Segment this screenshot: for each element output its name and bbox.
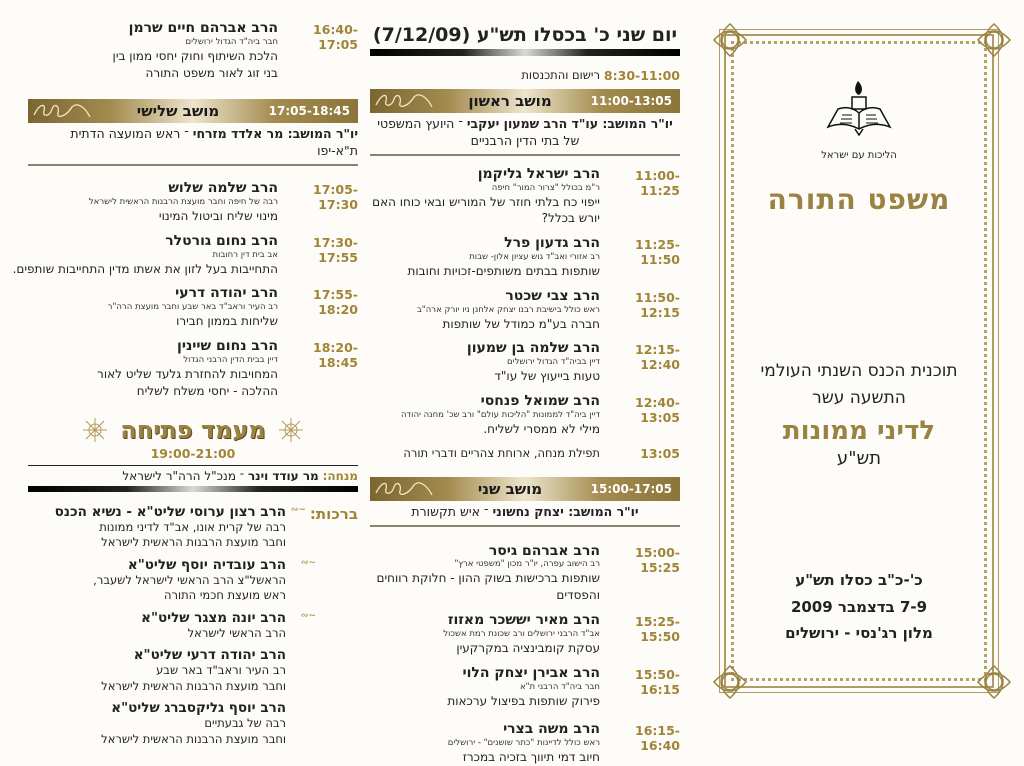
lecturer-name: הרב שלמה שלוש bbox=[168, 180, 278, 197]
blessing-name: הרב יהודה דרעי שליט"א bbox=[133, 647, 286, 664]
session-chair: יו"ר המושב: מר אלדד מזרחי ־ ראש המועצה הדתית ת"א-יפו bbox=[28, 123, 358, 166]
flourish-icon: ∽∾ bbox=[300, 610, 316, 621]
lecture-topic: מינוי שליח וביטול המינוי bbox=[158, 209, 278, 224]
lecture-topic: שותפות בבתים משותפים-זכויות וחובות bbox=[407, 264, 600, 279]
blessing-desc: רבה של קרית אונו, אב"ד לדיני ממונות bbox=[99, 519, 286, 534]
blessings-list bbox=[28, 504, 358, 748]
lecturer-name: הרב נחום שיינין bbox=[177, 338, 278, 355]
session-chair: יו"ר המושב: עו"ד הרב שמעון יעקבי ־ היועץ המשפטי של בתי הדין הרבניים bbox=[370, 113, 680, 156]
session-time: 15:00-17:05 bbox=[590, 481, 672, 496]
cover-title: משפט התורה bbox=[767, 183, 951, 216]
subtitle-line: תוכנית הכנס השנתי העולמי bbox=[760, 361, 958, 381]
session-second bbox=[370, 477, 680, 766]
session-header bbox=[28, 99, 358, 123]
lecture-item bbox=[370, 612, 680, 657]
lecturer-name: הרב ישראל גליקמן bbox=[477, 165, 600, 182]
lecture-item bbox=[370, 340, 680, 385]
gradient-divider bbox=[370, 49, 680, 56]
lecturer-name: הרב גדעון פרל bbox=[504, 235, 600, 252]
lecturer-role: אב בית דין רחובות bbox=[212, 249, 278, 260]
lecturer-name: הרב מאיר יששכר מאזוז bbox=[447, 612, 600, 629]
lecturer-name: הרב נחום גורטלר bbox=[165, 232, 278, 249]
subtitle-line: התשעה עשר bbox=[812, 388, 906, 409]
logo-text: הליכות עם ישראל bbox=[821, 150, 897, 161]
lecture-time: 12:15-12:40 bbox=[635, 342, 680, 373]
blessing-desc: הראשל"צ הרב הראשי לישראל לשעבר, bbox=[93, 572, 286, 587]
blessing-item bbox=[28, 647, 358, 694]
lecture-item bbox=[370, 288, 680, 333]
blessing-desc: וחבר מועצת הרבנות הראשית לישראל bbox=[101, 731, 286, 746]
lecture-item bbox=[370, 543, 680, 604]
flourish-icon bbox=[374, 91, 434, 111]
blessing-desc: רבה של גבעתיים bbox=[204, 716, 286, 731]
lecturer-name: הרב אברהם גיסר bbox=[488, 542, 600, 559]
blessing-desc: הרב הראשי לישראל bbox=[187, 625, 286, 640]
lecturer-role: ר"מ בכולל "צרור המור" חיפה bbox=[491, 182, 600, 193]
lecture-time: 15:50-16:15 bbox=[635, 666, 680, 697]
break-row bbox=[370, 446, 680, 461]
lecturer-role: רב הישוב עפרה, יו"ר מכון "משפטי ארץ" bbox=[454, 559, 600, 570]
registration-time: 8:30-11:00 bbox=[603, 68, 680, 83]
blessing-desc: רב העיר וראב"ד באר שבע bbox=[156, 663, 286, 678]
session-header bbox=[370, 89, 680, 113]
lecture-topic: ייפוי כח בלתי חוזר של המוריש ובאי כוחו האם יורש בכלל? bbox=[372, 194, 600, 226]
session-title: מושב שלישי bbox=[136, 102, 220, 121]
opening-time: 19:00-21:00 bbox=[150, 445, 236, 461]
lecturer-name: הרב צבי שכטר bbox=[505, 287, 600, 304]
lecture-item bbox=[28, 20, 358, 81]
lecturer-role: דיין בביה"ד הגדול ירושלים bbox=[507, 357, 600, 368]
lecturer-name: הרב שמואל פנחסי bbox=[480, 393, 600, 410]
lecture-item bbox=[370, 393, 680, 438]
lecturer-role: ראש כולל לדיינות "כתר שושנים" - ירושלים bbox=[447, 738, 600, 749]
venue: מלון רג'נסי - ירושלים bbox=[785, 623, 933, 642]
lecturer-role: רב העיר וראב"ד באר שבע וחבר מועצת הרה"ר bbox=[107, 302, 278, 313]
lecture-topic: מילי לא ממסרי לשליח. bbox=[483, 421, 600, 436]
blessing-item bbox=[28, 557, 358, 604]
lecture-time: 11:00-11:25 bbox=[635, 167, 680, 198]
session-first bbox=[370, 89, 680, 461]
lecture-topic: עסקת קומבינציה במקרקעין bbox=[456, 640, 600, 655]
cover-dates bbox=[724, 567, 994, 646]
blessing-desc: וחבר מועצת הרבנות הראשית לישראל bbox=[101, 535, 286, 550]
lecture-time: 17:30-17:55 bbox=[313, 234, 358, 265]
opening-ceremony bbox=[28, 416, 358, 492]
blessing-desc: וחבר מועצת הרבנות הראשית לישראל bbox=[101, 678, 286, 693]
cover-year: תש"ע bbox=[836, 448, 882, 470]
lecture-topic: המחויבות להחזרת גלעד שליט לאור ההלכה - יחסי משלח לשליח bbox=[97, 366, 278, 398]
break-label: תפילת מנחה, ארוחת צהריים ודברי תורה bbox=[403, 445, 600, 460]
lecture-topic: טעות בייעוץ של עו"ד bbox=[494, 369, 600, 384]
lecture-time: 18:20-18:45 bbox=[313, 340, 358, 371]
lecturer-name: הרב יהודה דרעי bbox=[175, 285, 278, 302]
cover-topic: לדיני ממונות bbox=[782, 416, 936, 447]
lecture-item bbox=[28, 285, 358, 330]
lecture-item bbox=[28, 338, 358, 399]
blessings-label: ברכות: bbox=[309, 504, 358, 523]
lecture-topic: חברה בע"מ כמודל של שותפות bbox=[442, 316, 600, 331]
lecturer-role: רבה של חיפה וחבר מועצת הרבנות הראשית לישראל bbox=[88, 196, 278, 207]
session-title: מושב שני bbox=[477, 479, 543, 498]
gradient-divider bbox=[28, 486, 358, 492]
session-chair: יו"ר המושב: יצחק נחשוני ־ איש תקשורת bbox=[370, 501, 680, 527]
cover-content bbox=[724, 34, 994, 646]
flourish-icon bbox=[32, 101, 92, 121]
open-book-logo-icon bbox=[824, 79, 894, 144]
lecturer-name: הרב משה בצרי bbox=[503, 721, 600, 738]
lecture-time: 11:50-12:15 bbox=[635, 289, 680, 320]
lecture-time: 17:55-18:20 bbox=[313, 287, 358, 318]
lecturer-role: חבר ביה"ד הרבני ת"א bbox=[519, 681, 600, 692]
lecture-time: 16:40-17:05 bbox=[313, 22, 358, 52]
lecture-item bbox=[12, 232, 358, 278]
lecture-time: 16:15-16:40 bbox=[635, 723, 680, 754]
lecture-item bbox=[370, 235, 680, 280]
corner-ornament-icon bbox=[710, 662, 750, 702]
flourish-icon: ∽∾ bbox=[300, 557, 316, 568]
blessing-name: הרב יונה מצגר שליט"א bbox=[141, 609, 286, 626]
blessing-item bbox=[28, 504, 358, 551]
lecture-topic: שליחות בממון חבירו bbox=[176, 314, 278, 329]
opening-title: מעמד פתיחה bbox=[120, 415, 266, 444]
ornament-icon bbox=[80, 417, 110, 443]
blessing-name: הרב יוסף גליקסברג שליט"א bbox=[111, 700, 286, 717]
blessing-item bbox=[28, 610, 358, 642]
flourish-icon bbox=[374, 479, 434, 499]
date-gregorian: 7-9 בדצמבר 2009 bbox=[790, 597, 928, 616]
lecturer-role: חבר ביה"ד הגדול ירושלים bbox=[185, 36, 278, 47]
lecturer-role: דיין בבית הדין הרבני הגדול bbox=[183, 354, 278, 365]
left-panel bbox=[12, 0, 358, 746]
session-header bbox=[370, 477, 680, 501]
opening-host: מנחה: מר עודד וינר ־ מנכ"ל הרה"ר לישראל bbox=[122, 468, 358, 483]
cover-panel bbox=[700, 0, 1024, 724]
lecture-item bbox=[28, 180, 358, 225]
registration-label: רישום והתכנסות bbox=[521, 68, 600, 82]
lecture-topic: פירוק שותפות בפיצול ערכאות bbox=[447, 693, 600, 708]
session-time: 11:00-13:05 bbox=[590, 94, 672, 108]
corner-ornament-icon bbox=[974, 662, 1014, 702]
lecture-time: 15:25-15:50 bbox=[635, 614, 680, 645]
blessing-name: הרב עובדיה יוסף שליט"א bbox=[127, 556, 286, 573]
lecture-item bbox=[370, 721, 680, 766]
lecturer-role: אב"ד הרבני ירושלים ורב שכונת רמת אשכול bbox=[443, 628, 600, 639]
lecture-time: 17:05-17:30 bbox=[313, 182, 358, 213]
lecture-item bbox=[370, 665, 680, 710]
lecturer-name: הרב אבירן יצחק הלוי bbox=[462, 664, 600, 681]
lecturer-role: ראש כולל בישיבת רבנו יצחק אלחנן ניו יורק ארה"ב bbox=[416, 304, 600, 315]
ornament-icon bbox=[276, 417, 306, 443]
middle-panel bbox=[370, 0, 680, 765]
lecture-time: 15:00-15:25 bbox=[635, 544, 680, 575]
day-title: יום שני כ' בכסלו תש"ע (7/12/09) bbox=[372, 24, 678, 46]
lecture-topic: התחייבות בעל לזון את אשתו מדין התחייבות שותפים. bbox=[12, 261, 278, 276]
flourish-icon: ∽∾ bbox=[290, 504, 306, 515]
lecture-item bbox=[370, 166, 680, 227]
lecture-time: 12:40-13:05 bbox=[635, 395, 680, 426]
lecturer-role: דיין ביה"ד לממונות "הליכות עולם" ורב שכ' מחנה יהודה bbox=[400, 409, 600, 420]
session-third bbox=[12, 99, 358, 399]
lecturer-name: הרב שלמה בן שמעון bbox=[466, 340, 600, 357]
lecture-topic: שותפות ברכישות בשוק ההון - חלוקת רווחים והפסדים bbox=[376, 571, 600, 603]
lecture-topic: הלכת השיתוף וחוק יחסי ממון בין בני זוג לאור משפט התורה bbox=[112, 48, 278, 80]
session-title: מושב ראשון bbox=[468, 92, 552, 110]
lecturer-role: רב אזורי ואב"ד גוש עציון אלון- שבות bbox=[469, 251, 600, 262]
break-time: 13:05 bbox=[640, 445, 680, 461]
cover-subtitle bbox=[724, 358, 994, 412]
registration-row bbox=[370, 68, 680, 83]
blessing-desc: ראש מועצת חכמי התורה bbox=[163, 588, 286, 603]
blessing-name: הרב רצון ערוסי שליט"א - נשיא הכנס bbox=[54, 503, 286, 520]
lecturer-name: הרב אברהם חיים שרמן bbox=[128, 20, 278, 36]
blessing-item bbox=[28, 700, 358, 747]
lecture-time: 11:25-11:50 bbox=[635, 237, 680, 268]
date-hebrew: כ'-כ"ב כסלו תש"ע bbox=[795, 571, 923, 590]
session-time: 17:05-18:45 bbox=[268, 104, 350, 119]
lecture-topic: חיוב דמי תיווך בזכיה במכרז bbox=[462, 750, 600, 765]
